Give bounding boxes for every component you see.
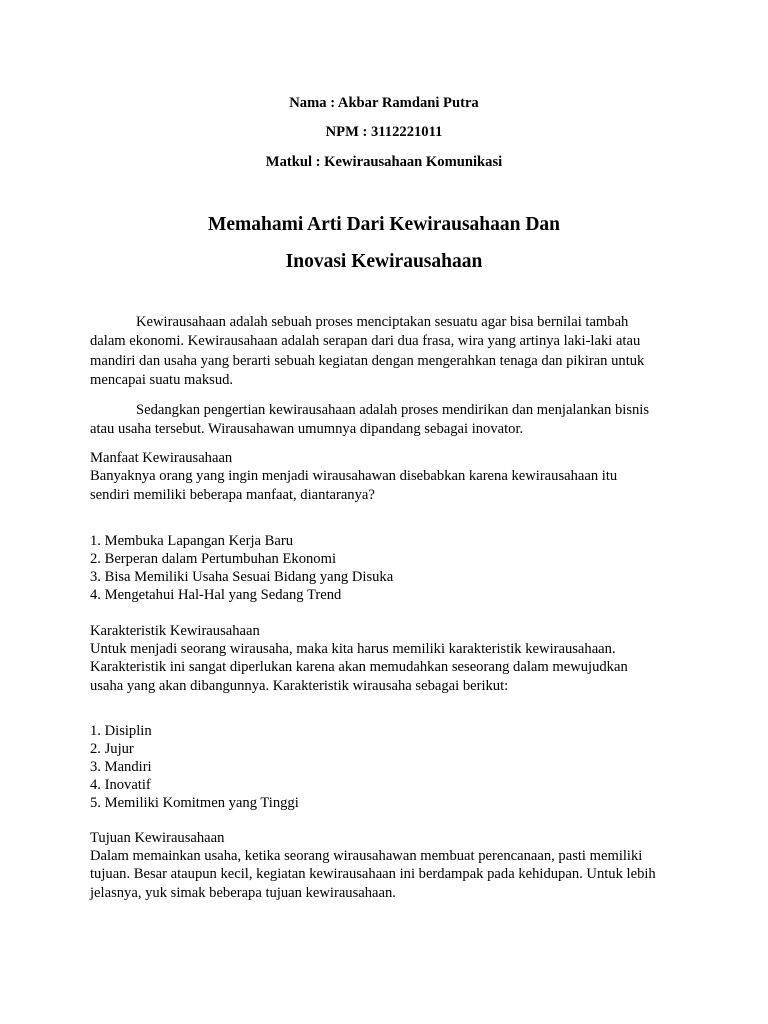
manfaat-intro-line: sendiri memiliki beberapa manfaat, diantaranya? (90, 487, 375, 503)
list-item: 5. Memiliki Komitmen yang Tinggi (90, 795, 299, 811)
list-item: 4. Inovatif (90, 777, 151, 793)
student-npm: NPM : 3112221011 (325, 124, 443, 140)
paragraph-1-line: dalam ekonomi. Kewirausahaan adalah serapan dari dua frasa, wira yang artinya laki-laki atau (90, 333, 641, 349)
karakteristik-intro-line: Karakteristik ini sangat diperlukan karena akan memudahkan seseorang dalam mewujudkan (90, 659, 628, 675)
paragraph-1-line: mandiri dan usaha yang berarti sebuah kegiatan dengan mengerahkan tenaga dan pikiran untuk (90, 353, 645, 369)
paragraph-1-line: mencapai suatu maksud. (90, 372, 234, 388)
tujuan-intro-line: Dalam memainkan usaha, ketika seorang wirausahawan membuat perencanaan, pasti memiliki (90, 848, 643, 864)
manfaat-intro-line: Banyaknya orang yang ingin menjadi wirausahawan disebabkan karena kewirausahaan itu (90, 468, 618, 484)
list-item: 1. Disiplin (90, 723, 152, 739)
section-heading-tujuan: Tujuan Kewirausahaan (90, 830, 225, 846)
course-name: Matkul : Kewirausahaan Komunikasi (265, 154, 503, 170)
paragraph-2-line: atau usaha tersebut. Wirausahawan umumnya dipandang sebagai inovator. (90, 421, 524, 437)
karakteristik-intro-line: Untuk menjadi seorang wirausaha, maka kita harus memiliki karakteristik kewirausahaan. (90, 641, 616, 657)
document-title-line-1: Memahami Arti Dari Kewirausahaan Dan (207, 214, 561, 235)
list-item: 4. Mengetahui Hal-Hal yang Sedang Trend (90, 587, 342, 603)
karakteristik-intro-line: usaha yang akan dibangunnya. Karakteristik wirausaha sebagai berikut: (90, 678, 509, 694)
list-item: 3. Bisa Memiliki Usaha Sesuai Bidang yang Disuka (90, 569, 394, 585)
student-name: Nama : Akbar Ramdani Putra (289, 95, 479, 111)
tujuan-intro-line: tujuan. Besar ataupun kecil, kegiatan kewirausahaan ini berdampak pada kehidupan. Untuk lebih (90, 866, 656, 882)
section-heading-manfaat: Manfaat Kewirausahaan (90, 450, 233, 466)
document-title-line-2: Inovasi Kewirausahaan (285, 251, 483, 272)
tujuan-intro-line: jelasnya, yuk simak beberapa tujuan kewirausahaan. (90, 885, 396, 901)
list-item: 1. Membuka Lapangan Kerja Baru (90, 533, 294, 549)
paragraph-2-line: Sedangkan pengertian kewirausahaan adalah proses mendirikan dan menjalankan bisnis (136, 402, 650, 418)
list-item: 3. Mandiri (90, 759, 152, 775)
section-heading-karakteristik: Karakteristik Kewirausahaan (90, 623, 260, 639)
paragraph-1-line: Kewirausahaan adalah sebuah proses menciptakan sesuatu agar bisa bernilai tambah (136, 314, 629, 330)
list-item: 2. Berperan dalam Pertumbuhan Ekonomi (90, 551, 337, 567)
list-item: 2. Jujur (90, 741, 134, 757)
